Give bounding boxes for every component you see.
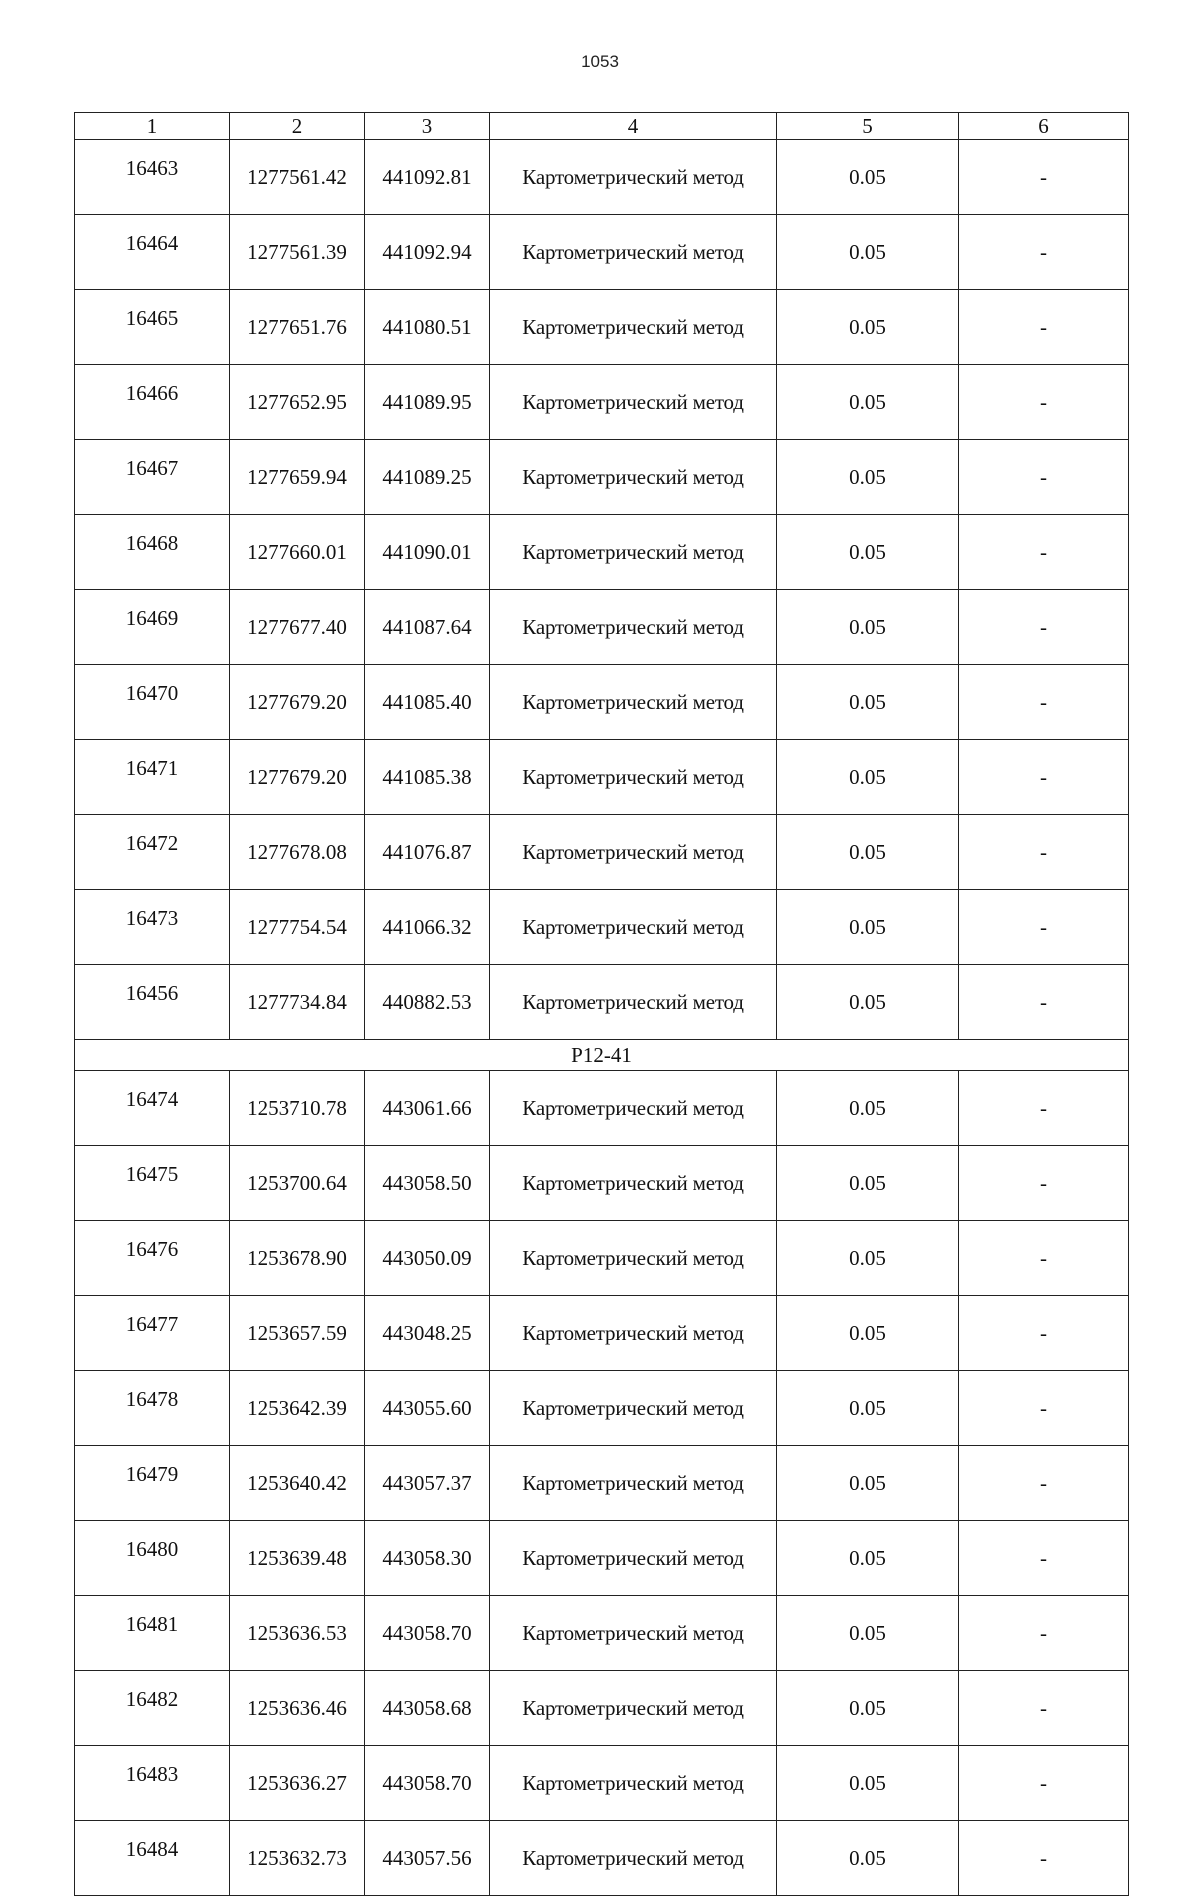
y-coordinate-cell: 443057.56 <box>365 1821 490 1896</box>
description-cell: - <box>959 1821 1129 1896</box>
point-number-cell: 16472 <box>75 815 230 890</box>
column-header: 2 <box>230 113 365 140</box>
x-coordinate-cell: 1277651.76 <box>230 290 365 365</box>
y-coordinate-cell: 443055.60 <box>365 1371 490 1446</box>
y-coordinate-cell: 441076.87 <box>365 815 490 890</box>
description-cell: - <box>959 1446 1129 1521</box>
description-cell: - <box>959 515 1129 590</box>
x-coordinate-cell: 1253639.48 <box>230 1521 365 1596</box>
y-coordinate-cell: 441085.38 <box>365 740 490 815</box>
y-coordinate-cell: 441066.32 <box>365 890 490 965</box>
table-row <box>75 1146 1129 1221</box>
point-number-cell: 16476 <box>75 1221 230 1296</box>
x-coordinate-cell: 1253642.39 <box>230 1371 365 1446</box>
method-cell: Картометрический метод <box>490 1221 777 1296</box>
accuracy-cell: 0.05 <box>777 1296 959 1371</box>
x-coordinate-cell: 1277660.01 <box>230 515 365 590</box>
y-coordinate-cell: 441092.94 <box>365 215 490 290</box>
method-cell: Картометрический метод <box>490 590 777 665</box>
point-number-cell: 16480 <box>75 1521 230 1596</box>
table-row <box>75 440 1129 515</box>
column-header: 5 <box>777 113 959 140</box>
y-coordinate-cell: 443058.50 <box>365 1146 490 1221</box>
accuracy-cell: 0.05 <box>777 1671 959 1746</box>
x-coordinate-cell: 1277677.40 <box>230 590 365 665</box>
accuracy-cell: 0.05 <box>777 1446 959 1521</box>
method-cell: Картометрический метод <box>490 1371 777 1446</box>
table-row <box>75 740 1129 815</box>
x-coordinate-cell: 1253657.59 <box>230 1296 365 1371</box>
y-coordinate-cell: 443058.70 <box>365 1596 490 1671</box>
point-number-cell: 16484 <box>75 1821 230 1896</box>
point-number-cell: 16483 <box>75 1746 230 1821</box>
y-coordinate-cell: 443050.09 <box>365 1221 490 1296</box>
table-row <box>75 815 1129 890</box>
table-row <box>75 365 1129 440</box>
y-coordinate-cell: 443058.30 <box>365 1521 490 1596</box>
accuracy-cell: 0.05 <box>777 740 959 815</box>
y-coordinate-cell: 441087.64 <box>365 590 490 665</box>
accuracy-cell: 0.05 <box>777 1596 959 1671</box>
table-row <box>75 965 1129 1040</box>
accuracy-cell: 0.05 <box>777 215 959 290</box>
x-coordinate-cell: 1277652.95 <box>230 365 365 440</box>
point-number-cell: 16464 <box>75 215 230 290</box>
x-coordinate-cell: 1277734.84 <box>230 965 365 1040</box>
y-coordinate-cell: 441092.81 <box>365 140 490 215</box>
method-cell: Картометрический метод <box>490 965 777 1040</box>
y-coordinate-cell: 443048.25 <box>365 1296 490 1371</box>
table-row <box>75 1221 1129 1296</box>
y-coordinate-cell: 440882.53 <box>365 965 490 1040</box>
y-coordinate-cell: 441089.25 <box>365 440 490 515</box>
accuracy-cell: 0.05 <box>777 965 959 1040</box>
description-cell: - <box>959 1671 1129 1746</box>
column-header: 6 <box>959 113 1129 140</box>
table-row <box>75 590 1129 665</box>
method-cell: Картометрический метод <box>490 815 777 890</box>
point-number-cell: 16471 <box>75 740 230 815</box>
table-row <box>75 1746 1129 1821</box>
y-coordinate-cell: 443058.68 <box>365 1671 490 1746</box>
y-coordinate-cell: 441090.01 <box>365 515 490 590</box>
x-coordinate-cell: 1277679.20 <box>230 740 365 815</box>
x-coordinate-cell: 1277678.08 <box>230 815 365 890</box>
method-cell: Картометрический метод <box>490 215 777 290</box>
table-row <box>75 1596 1129 1671</box>
point-number-cell: 16475 <box>75 1146 230 1221</box>
table-row <box>75 1296 1129 1371</box>
description-cell: - <box>959 365 1129 440</box>
table-row <box>75 1371 1129 1446</box>
point-number-cell: 16478 <box>75 1371 230 1446</box>
x-coordinate-cell: 1253636.27 <box>230 1746 365 1821</box>
description-cell: - <box>959 1521 1129 1596</box>
column-header: 1 <box>75 113 230 140</box>
description-cell: - <box>959 665 1129 740</box>
y-coordinate-cell: 443058.70 <box>365 1746 490 1821</box>
x-coordinate-cell: 1277754.54 <box>230 890 365 965</box>
method-cell: Картометрический метод <box>490 1146 777 1221</box>
method-cell: Картометрический метод <box>490 665 777 740</box>
section-row <box>75 1040 1129 1071</box>
method-cell: Картометрический метод <box>490 1296 777 1371</box>
y-coordinate-cell: 441080.51 <box>365 290 490 365</box>
table-row <box>75 1821 1129 1896</box>
method-cell: Картометрический метод <box>490 1521 777 1596</box>
x-coordinate-cell: 1277561.39 <box>230 215 365 290</box>
point-number-cell: 16479 <box>75 1446 230 1521</box>
table-row <box>75 140 1129 215</box>
accuracy-cell: 0.05 <box>777 365 959 440</box>
method-cell: Картометрический метод <box>490 1821 777 1896</box>
method-cell: Картометрический метод <box>490 1446 777 1521</box>
description-cell: - <box>959 1371 1129 1446</box>
accuracy-cell: 0.05 <box>777 815 959 890</box>
y-coordinate-cell: 443061.66 <box>365 1071 490 1146</box>
accuracy-cell: 0.05 <box>777 1221 959 1296</box>
table-row <box>75 1671 1129 1746</box>
x-coordinate-cell: 1253632.73 <box>230 1821 365 1896</box>
table-row <box>75 515 1129 590</box>
method-cell: Картометрический метод <box>490 740 777 815</box>
accuracy-cell: 0.05 <box>777 890 959 965</box>
accuracy-cell: 0.05 <box>777 1371 959 1446</box>
point-number-cell: 16481 <box>75 1596 230 1671</box>
description-cell: - <box>959 740 1129 815</box>
description-cell: - <box>959 890 1129 965</box>
description-cell: - <box>959 1071 1129 1146</box>
x-coordinate-cell: 1277561.42 <box>230 140 365 215</box>
table-row <box>75 1071 1129 1146</box>
method-cell: Картометрический метод <box>490 140 777 215</box>
accuracy-cell: 0.05 <box>777 515 959 590</box>
method-cell: Картометрический метод <box>490 365 777 440</box>
point-number-cell: 16470 <box>75 665 230 740</box>
table-row <box>75 1521 1129 1596</box>
accuracy-cell: 0.05 <box>777 290 959 365</box>
x-coordinate-cell: 1253710.78 <box>230 1071 365 1146</box>
accuracy-cell: 0.05 <box>777 1146 959 1221</box>
table-row <box>75 890 1129 965</box>
point-number-cell: 16468 <box>75 515 230 590</box>
description-cell: - <box>959 290 1129 365</box>
method-cell: Картометрический метод <box>490 1746 777 1821</box>
accuracy-cell: 0.05 <box>777 440 959 515</box>
table-row <box>75 290 1129 365</box>
method-cell: Картометрический метод <box>490 890 777 965</box>
x-coordinate-cell: 1253640.42 <box>230 1446 365 1521</box>
accuracy-cell: 0.05 <box>777 590 959 665</box>
accuracy-cell: 0.05 <box>777 665 959 740</box>
table-row <box>75 665 1129 740</box>
method-cell: Картометрический метод <box>490 1596 777 1671</box>
method-cell: Картометрический метод <box>490 290 777 365</box>
x-coordinate-cell: 1253700.64 <box>230 1146 365 1221</box>
column-header: 3 <box>365 113 490 140</box>
point-number-cell: 16474 <box>75 1071 230 1146</box>
accuracy-cell: 0.05 <box>777 1746 959 1821</box>
y-coordinate-cell: 441089.95 <box>365 365 490 440</box>
point-number-cell: 16456 <box>75 965 230 1040</box>
description-cell: - <box>959 440 1129 515</box>
point-number-cell: 16477 <box>75 1296 230 1371</box>
point-number-cell: 16467 <box>75 440 230 515</box>
description-cell: - <box>959 815 1129 890</box>
column-header: 4 <box>490 113 777 140</box>
description-cell: - <box>959 1746 1129 1821</box>
description-cell: - <box>959 140 1129 215</box>
point-number-cell: 16465 <box>75 290 230 365</box>
y-coordinate-cell: 443057.37 <box>365 1446 490 1521</box>
y-coordinate-cell: 441085.40 <box>365 665 490 740</box>
method-cell: Картометрический метод <box>490 1671 777 1746</box>
point-number-cell: 16469 <box>75 590 230 665</box>
section-label: Р12-41 <box>75 1040 1129 1071</box>
method-cell: Картометрический метод <box>490 515 777 590</box>
x-coordinate-cell: 1277679.20 <box>230 665 365 740</box>
method-cell: Картометрический метод <box>490 1071 777 1146</box>
description-cell: - <box>959 590 1129 665</box>
page-number: 1053 <box>581 52 619 71</box>
description-cell: - <box>959 1221 1129 1296</box>
point-number-cell: 16482 <box>75 1671 230 1746</box>
description-cell: - <box>959 965 1129 1040</box>
x-coordinate-cell: 1253678.90 <box>230 1221 365 1296</box>
accuracy-cell: 0.05 <box>777 140 959 215</box>
x-coordinate-cell: 1253636.53 <box>230 1596 365 1671</box>
table-row <box>75 1446 1129 1521</box>
description-cell: - <box>959 1596 1129 1671</box>
method-cell: Картометрический метод <box>490 440 777 515</box>
coordinates-table <box>74 112 1129 1896</box>
point-number-cell: 16473 <box>75 890 230 965</box>
accuracy-cell: 0.05 <box>777 1521 959 1596</box>
x-coordinate-cell: 1277659.94 <box>230 440 365 515</box>
x-coordinate-cell: 1253636.46 <box>230 1671 365 1746</box>
description-cell: - <box>959 1296 1129 1371</box>
point-number-cell: 16466 <box>75 365 230 440</box>
description-cell: - <box>959 1146 1129 1221</box>
accuracy-cell: 0.05 <box>777 1821 959 1896</box>
table-row <box>75 215 1129 290</box>
table-body <box>75 140 1129 1896</box>
description-cell: - <box>959 215 1129 290</box>
accuracy-cell: 0.05 <box>777 1071 959 1146</box>
header-row <box>75 113 1129 140</box>
point-number-cell: 16463 <box>75 140 230 215</box>
